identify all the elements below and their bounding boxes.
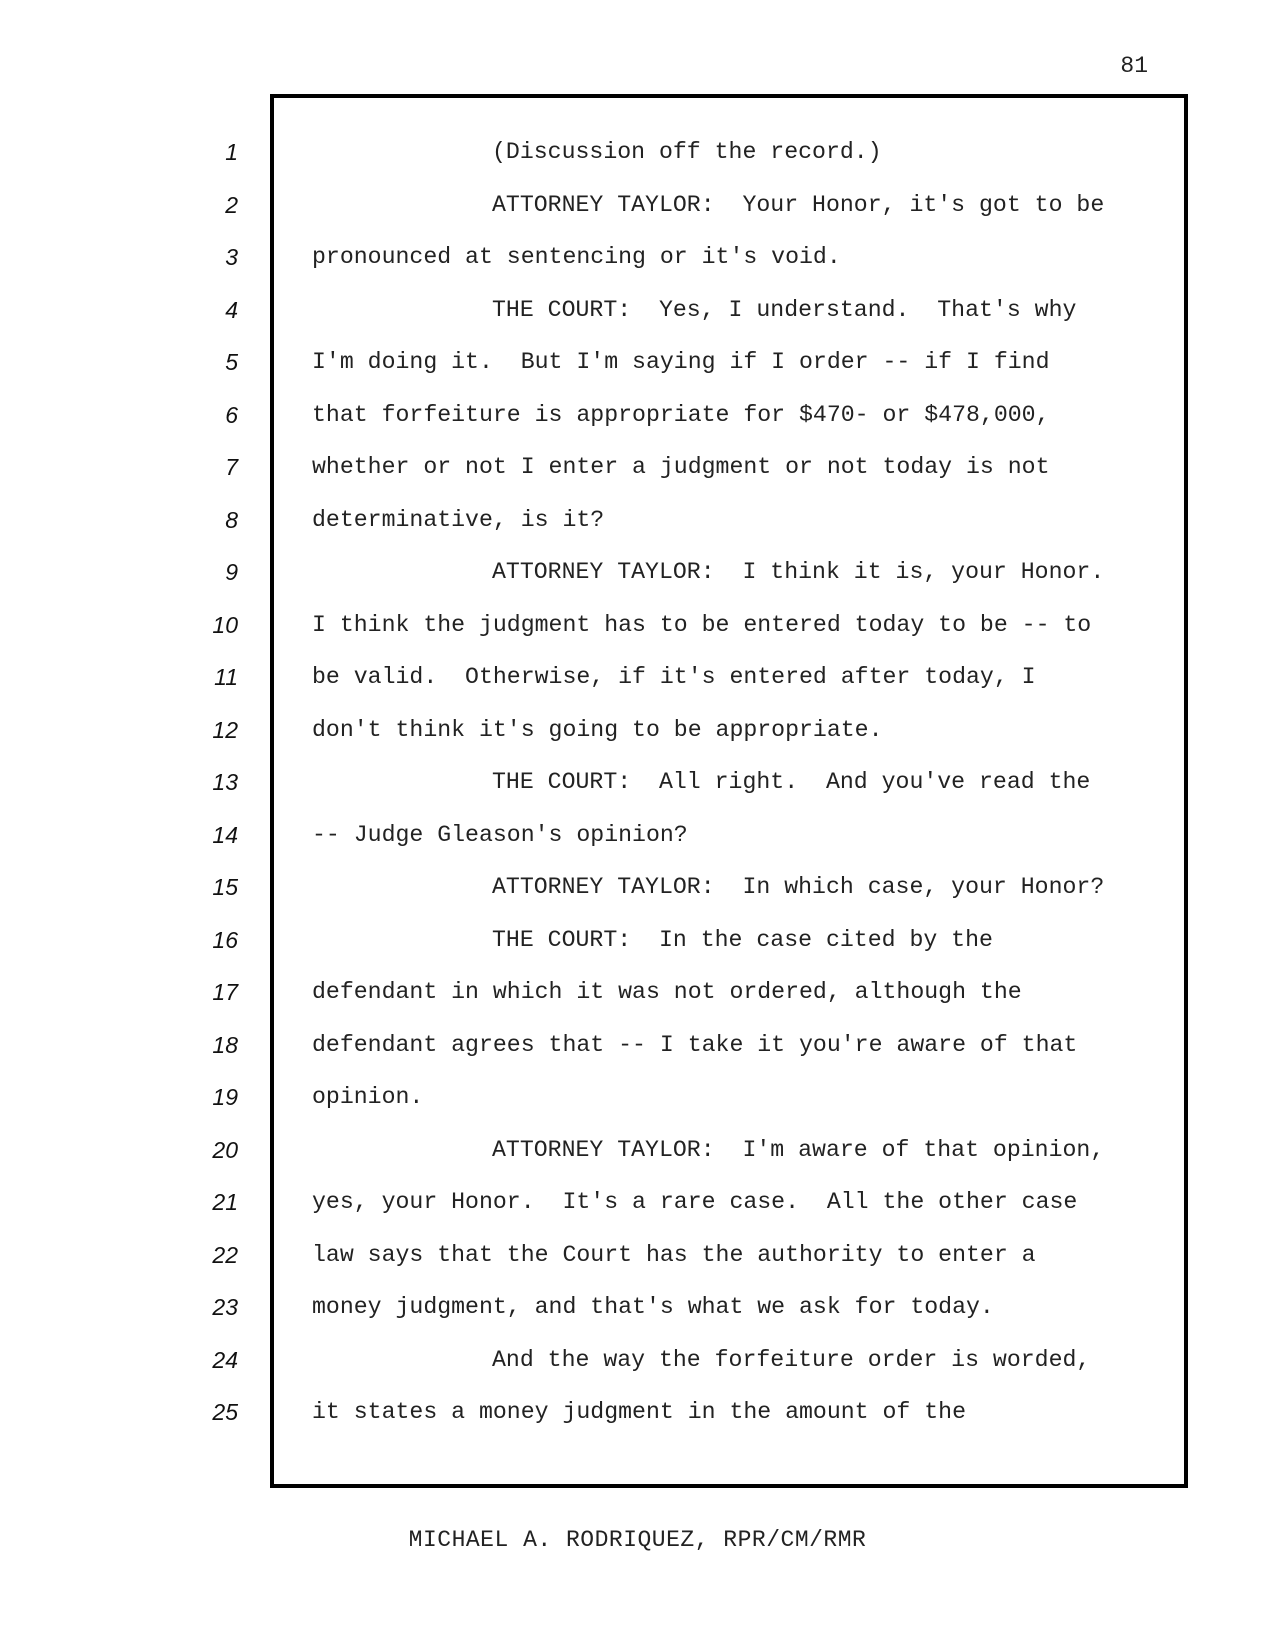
line-number: 13 [212,769,238,795]
line-number: 23 [212,1294,238,1320]
transcript-line: be valid. Otherwise, if it's entered after today, I [312,664,1036,690]
page-number: 81 [1120,53,1148,79]
transcript-line: ATTORNEY TAYLOR: In which case, your Honor? [492,874,1105,900]
transcript-line: don't think it's going to be appropriate. [312,716,883,743]
transcript-line: defendant agrees that -- I take it you're aware of that [312,1031,1078,1058]
transcript-line: -- Judge Gleason's opinion? [312,821,688,848]
line-number: 16 [212,926,238,953]
transcript-line: pronounced at sentencing or it's void. [312,244,841,270]
transcript-line: money judgment, and that's what we ask for today. [312,1294,994,1320]
transcript-line: ATTORNEY TAYLOR: I'm aware of that opinion, [492,1136,1105,1163]
line-number: 21 [212,1189,238,1215]
transcript-line: defendant in which it was not ordered, although the [312,979,1022,1005]
transcript-line: I think the judgment has to be entered today to be -- to [312,611,1092,638]
line-number: 14 [212,821,238,848]
transcript-line: THE COURT: In the case cited by the [492,926,993,953]
line-number-column [150,126,238,1439]
line-number: 10 [212,611,238,638]
line-number: 11 [214,664,238,690]
line-number: 15 [212,874,238,900]
line-number: 25 [212,1399,238,1425]
reporter-footer: MICHAEL A. RODRIQUEZ, RPR/CM/RMR [408,1527,867,1553]
line-number: 6 [225,401,238,428]
line-number: 19 [212,1084,238,1110]
line-number: 5 [225,349,238,375]
line-number: 17 [212,979,238,1005]
line-number: 8 [225,506,238,533]
transcript-line: ATTORNEY TAYLOR: I think it is, your Honor. [492,559,1105,585]
transcript-line: whether or not I enter a judgment or not today is not [312,454,1050,480]
line-number: 1 [225,139,238,165]
line-number: 24 [212,1346,238,1373]
transcript-line: yes, your Honor. It's a rare case. All the other case [312,1189,1078,1215]
line-number: 22 [212,1241,238,1268]
transcript-line: that forfeiture is appropriate for $470- or $478,000, [312,401,1050,428]
transcript-line: opinion. [312,1084,424,1110]
line-number: 9 [225,559,238,585]
transcript-line: ATTORNEY TAYLOR: Your Honor, it's got to be [492,191,1105,218]
line-number: 7 [225,454,238,480]
line-number: 18 [212,1031,238,1058]
transcript-line: And the way the forfeiture order is worded, [492,1346,1091,1373]
transcript-body [312,126,1162,1439]
line-number: 3 [225,244,238,270]
line-number: 4 [225,296,238,323]
transcript-line: THE COURT: All right. And you've read the [492,769,1091,795]
line-number: 20 [212,1136,238,1163]
line-number: 12 [212,716,238,743]
transcript-line: (Discussion off the record.) [492,139,882,165]
transcript-line: I'm doing it. But I'm saying if I order -- if I find [312,349,1050,375]
transcript-line: it states a money judgment in the amount of the [312,1399,966,1425]
line-number: 2 [225,191,238,218]
transcript-line: law says that the Court has the authority to enter a [312,1241,1036,1268]
transcript-line: THE COURT: Yes, I understand. That's why [492,296,1077,323]
transcript-line: determinative, is it? [312,506,605,533]
